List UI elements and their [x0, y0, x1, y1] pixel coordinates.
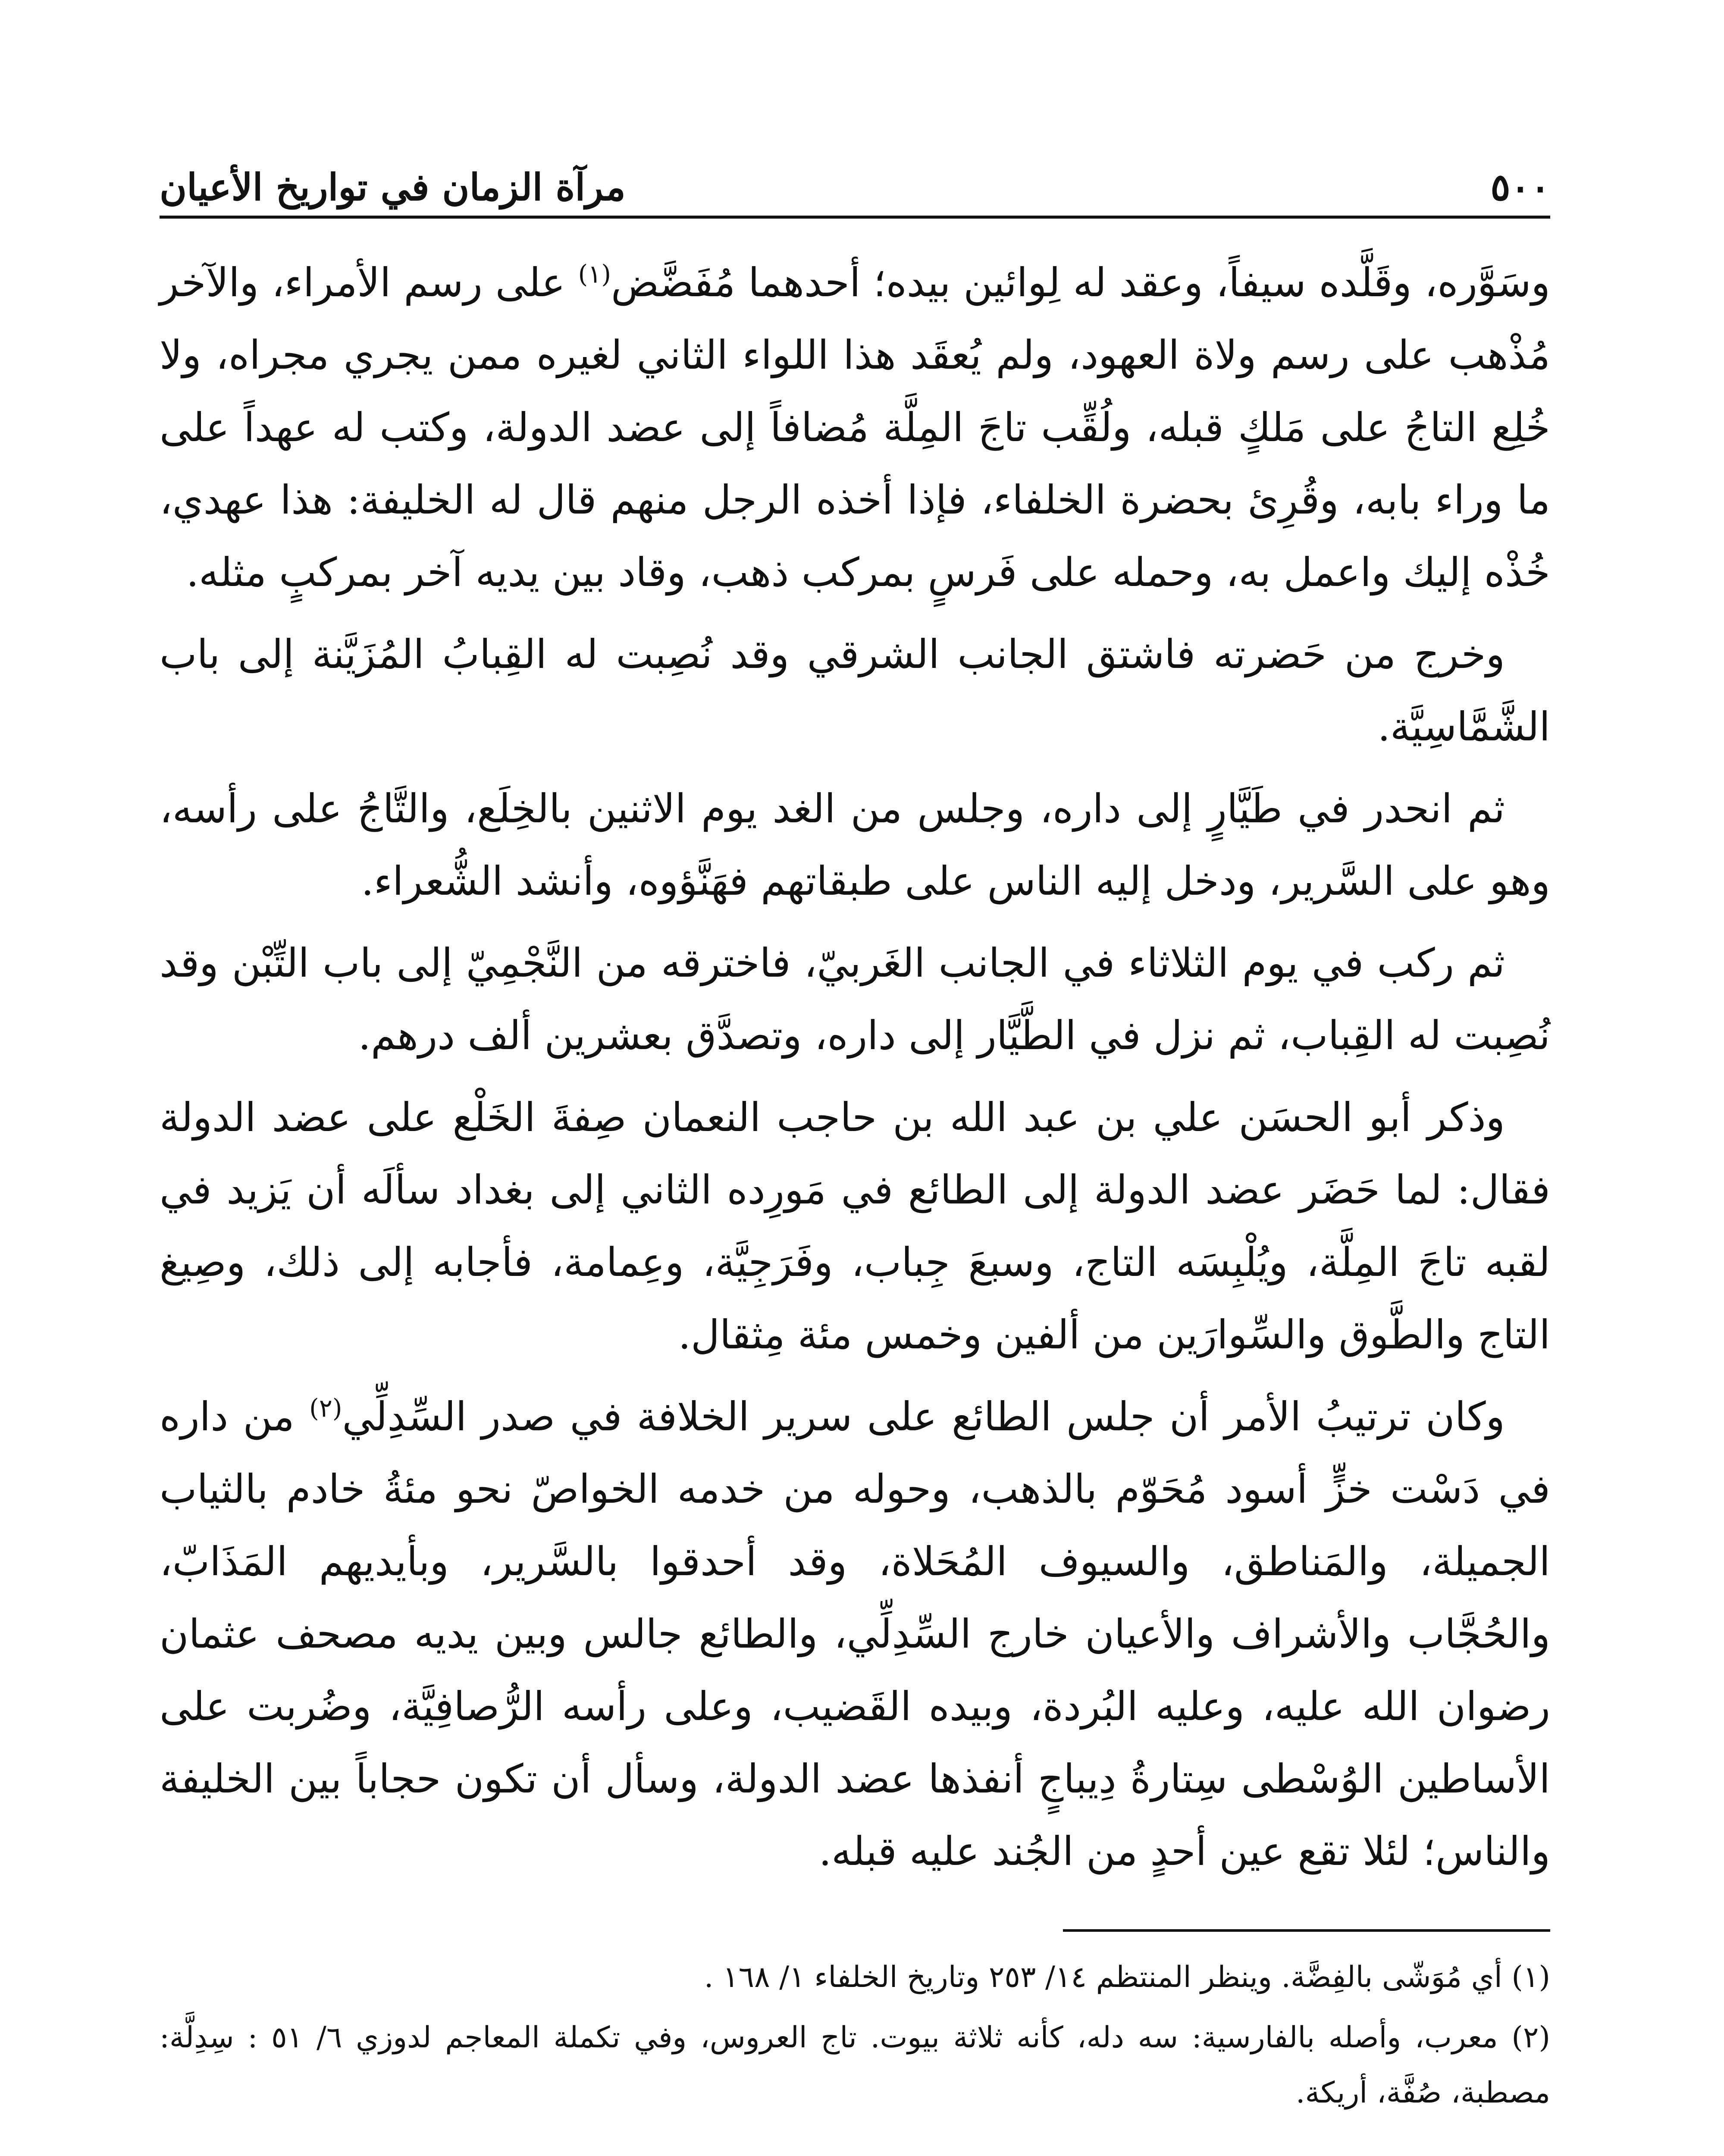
- footnote-divider: [1063, 1929, 1550, 1932]
- footnote-ref-2: (٢): [309, 1393, 342, 1423]
- footnote-ref-1: (١): [578, 259, 611, 289]
- paragraph-6-part-a: وكان ترتيبُ الأمر أن جلس الطائع على سرير الخلافة في صدر السِّدِلِّي: [342, 1394, 1505, 1440]
- document-page: [160, 164, 1550, 2156]
- page-header: [160, 164, 1550, 219]
- paragraph-1-part-a: وسَوَّره، وقَلَّده سيفاً، وعقد له لِوائين بيده؛ أحدهما مُفَضَّض: [611, 260, 1550, 306]
- footnote-1: (١) أي مُوَشّى بالفِضَّة. وينظر المنتظم ١٤/ ٢٥٣ وتاريخ الخلفاء ١/ ١٦٨ .: [704, 1960, 1550, 1994]
- paragraph-5: وذكر أبو الحسَن علي بن عبد الله بن حاجب النعمان صِفةَ الخَلْع على عضد الدولة فقال: لما حَضَر عضد الدولة إلى الطائع في مَورِده الثاني إلى بغداد سألَه أن يَزيد في لقبه تاجَ المِلَّة، ويُلْبِسَه التاج، وسبعَ جِباب، وفَرَجِيَّة، وعِمامة، فأجابه إلى ذلك، وصِيغ التاج والطَّوق والسِّوارَين من ألفين وخمس مئة مِثقال.: [160, 1094, 1550, 1358]
- main-text: [160, 247, 1550, 1888]
- paragraph-6: [160, 1381, 1550, 1888]
- footnote-2: (٢) معرب، وأصله بالفارسية: سه دله، كأنه ثلاثة بيوت. تاج العروس، وفي تكملة المعاجم لدوزي ٦/ ٥١ : سِدِلَّة: مصطبة، صُفَّة، أريكة.: [160, 2021, 1550, 2110]
- paragraph-4: ثم ركب في يوم الثلاثاء في الجانب الغَربيّ، فاخترقه من النَّجْمِيّ إلى باب التِّبْن وقد نُصِبت له القِباب، ثم نزل في الطَّيَّار إلى داره، وتصدَّق بعشرين ألف درهم.: [160, 940, 1550, 1059]
- paragraph-1-part-b: على رسم الأمراء، والآخر مُذْهب على رسم ولاة العهود، ولم يُعقَد هذا اللواء الثاني لغيره ممن يجري مجراه، ولا خُلِع التاجُ على مَلكٍ قبله، ولُقِّب تاجَ المِلَّة مُضافاً إلى عضد الدولة، وكتب له عهداً على ما وراء بابه، وقُرِئ بحضرة الخلفاء، فإذا أخذه الرجل منهم قال له الخليفة: هذا عهدي، خُذْه إليك واعمل به، وحمله على فَرسٍ بمركب ذهب، وقاد بين يديه آخر بمركبٍ مثله.: [160, 260, 1550, 595]
- page-number: ٥٠٠: [1490, 166, 1550, 209]
- paragraph-2: وخرج من حَضرته فاشتق الجانب الشرقي وقد نُصِبت له القِبابُ المُزَيَّنة إلى باب الشَّمَّاسِيَّة.: [160, 631, 1550, 750]
- book-title: مرآة الزمان في تواريخ الأعيان: [160, 166, 626, 209]
- paragraph-3: ثم انحدر في طَيَّارٍ إلى داره، وجلس من الغد يوم الاثنين بالخِلَع، والتَّاجُ على رأسه، وهو على السَّرير، ودخل إليه الناس على طبقاتهم فهَنَّؤوه، وأنشد الشُّعراء.: [160, 786, 1550, 904]
- footnotes: [160, 1950, 1550, 2121]
- paragraph-1: [160, 247, 1550, 609]
- paragraph-6-part-b: من داره في دَسْت خزٍّ أسود مُحَوّم بالذهب، وحوله من خدمه الخواصّ نحو مئةُ خادم بالثياب الجميلة، والمَناطق، والسيوف المُحَلاة، وقد أحدقوا بالسَّرير، وبأيديهم المَذَابّ، والحُجَّاب والأشراف والأعيان خارج السِّدِلِّي، والطائع جالس وبين يديه مصحف عثمان رضوان الله عليه، وعليه البُردة، وبيده القَضيب، وعلى رأسه الرُّصافِيَّة، وضُربت على الأساطين الوُسْطى سِتارةُ دِيباجٍ أنفذها عضد الدولة، وسأل أن تكون حجاباً بين الخليفة والناس؛ لئلا تقع عين أحدٍ من الجُند عليه قبله.: [160, 1394, 1550, 1874]
